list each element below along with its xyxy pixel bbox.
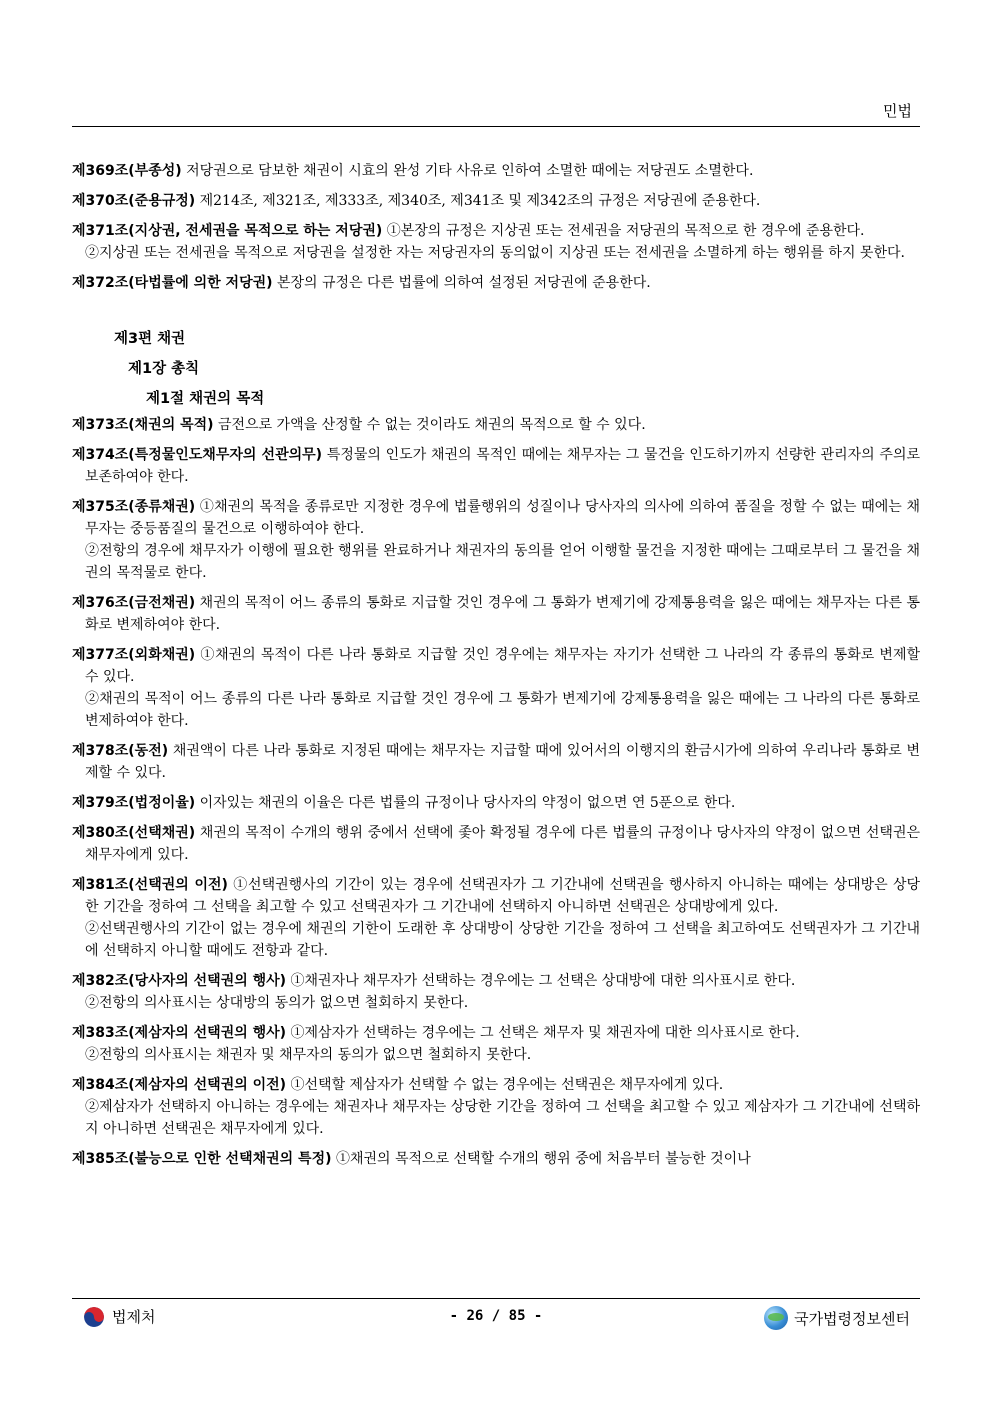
- article-title: 제373조(채권의 목적): [72, 417, 214, 433]
- article-text: ②전항의 경우에 채무자가 이행에 필요한 행위를 완료하거나 채권자의 동의를 얻어 이행할 물건을 지정한 때에는 그때로부터 그 물건을 채권의 목적물로 한다.: [85, 543, 920, 581]
- article-paragraph-first: [72, 592, 920, 636]
- article-paragraph-first: [72, 272, 920, 294]
- article-text: 저당권으로 담보한 채권이 시효의 완성 기타 사유로 인하여 소멸한 때에는 저당권도 소멸한다.: [186, 163, 754, 179]
- article-text: ①채권의 목적이 다른 나라 통화로 지급할 것인 경우에는 채무자는 자기가 선택한 그 나라의 각 종류의 통화로 변제할 수 있다.: [85, 647, 921, 685]
- article-title: 제384조(제삼자의 선택권의 이전): [72, 1077, 287, 1093]
- part-title: 제3편 채권: [114, 331, 186, 347]
- article-text: ①채권의 목적으로 선택할 수개의 행위 중에 처음부터 불능한 것이나: [335, 1151, 751, 1167]
- article-paragraph-first: [72, 190, 920, 212]
- article-title: 제376조(금전채권): [72, 595, 196, 611]
- article: [72, 220, 920, 264]
- article-paragraph-first: [72, 444, 920, 488]
- article-paragraph-first: [72, 970, 920, 992]
- article-text: ②선택권행사의 기간이 없는 경우에 채권의 기한이 도래한 후 상대방이 상당한 기간을 정하여 그 선택을 최고하여도 선택권자가 그 기간내에 선택하지 아니할 때에도 전항과 같다.: [85, 921, 920, 959]
- article-paragraph-first: [72, 1148, 920, 1170]
- article: [72, 792, 920, 814]
- article-paragraph: [72, 1044, 920, 1066]
- article: [72, 1022, 920, 1066]
- header-divider: [72, 126, 920, 127]
- article: [72, 190, 920, 212]
- article-text: 채권의 목적이 어느 종류의 통화로 지급할 것인 경우에 그 통화가 변제기에 강제통용력을 잃은 때에는 채무자는 다른 통화로 변제하여야 한다.: [85, 595, 920, 633]
- article-title: 제374조(특정물인도채무자의 선관의무): [72, 447, 323, 463]
- article-paragraph-first: [72, 644, 920, 688]
- section-title: 제1절 채권의 목적: [146, 391, 265, 407]
- article-title: 제372조(타법률에 의한 저당권): [72, 275, 273, 291]
- article-text: ②지상권 또는 전세권을 목적으로 저당권을 설정한 자는 저당권자의 동의없이 지상권 또는 전세권을 소멸하게 하는 행위를 하지 못한다.: [85, 245, 905, 261]
- article: [72, 970, 920, 1014]
- article-paragraph-first: [72, 1074, 920, 1096]
- footer-divider: [72, 1298, 920, 1299]
- article-paragraph-first: [72, 1022, 920, 1044]
- article-text: ①채권자나 채무자가 선택하는 경우에는 그 선택은 상대방에 대한 의사표시로 한다.: [290, 973, 796, 989]
- page-footer: [72, 1306, 920, 1332]
- article-paragraph-first: [72, 160, 920, 182]
- article-group-mortgage: [72, 160, 920, 294]
- article-text: ①선택권행사의 기간이 있는 경우에 선택권자가 그 기간내에 선택권을 행사하지 아니하는 때에는 상대방은 상당한 기간을 정하여 그 선택을 최고할 수 있고 선택권자가 그 기간내에 선택하지 아니하면 선택권은 상대방에게 있다.: [85, 877, 921, 915]
- article-text: ②채권의 목적이 어느 종류의 다른 나라 통화로 지급할 것인 경우에 그 통화가 변제기에 강제통용력을 잃은 때에는 그 나라의 다른 통화로 변제하여야 한다.: [85, 691, 920, 729]
- article-paragraph-first: [72, 740, 920, 784]
- article-title: 제375조(종류채권): [72, 499, 196, 515]
- article-text: ①선택할 제삼자가 선택할 수 없는 경우에는 선택권은 채무자에게 있다.: [290, 1077, 724, 1093]
- article: [72, 822, 920, 866]
- running-header-title: 민법: [883, 102, 912, 120]
- article-text: ②제삼자가 선택하지 아니하는 경우에는 채권자나 채무자는 상당한 기간을 정하여 그 선택을 최고할 수 있고 제삼자가 그 기간내에 선택하지 아니하면 선택권은 채무자에게 있다.: [85, 1099, 920, 1137]
- article-paragraph-first: [72, 414, 920, 436]
- article-text: 금전으로 가액을 산정할 수 없는 것이라도 채권의 목적으로 할 수 있다.: [218, 417, 646, 433]
- article-text: 채권액이 다른 나라 통화로 지정된 때에는 채무자는 지급할 때에 있어서의 이행지의 환금시가에 의하여 우리나라 통화로 변제할 수 있다.: [85, 743, 920, 781]
- article: [72, 496, 920, 584]
- article-paragraph-first: [72, 792, 920, 814]
- article-paragraph: [72, 242, 920, 264]
- article-text: 이자있는 채권의 이율은 다른 법률의 규정이나 당사자의 약정이 없으면 연 5푼으로 한다.: [199, 795, 736, 811]
- article: [72, 160, 920, 182]
- article: [72, 444, 920, 488]
- article-text: 본장의 규정은 다른 법률에 의하여 설정된 저당권에 준용한다.: [277, 275, 651, 291]
- article: [72, 740, 920, 784]
- footer-center-brand: [764, 1306, 910, 1330]
- article-paragraph: [72, 992, 920, 1014]
- article-paragraph: [72, 1096, 920, 1140]
- article-title: 제371조(지상권, 전세권을 목적으로 하는 저당권): [72, 223, 383, 239]
- article: [72, 644, 920, 732]
- article-title: 제378조(동전): [72, 743, 169, 759]
- article: [72, 1074, 920, 1140]
- article: [72, 1148, 920, 1170]
- article-paragraph-first: [72, 220, 920, 242]
- document-body: [72, 160, 920, 1178]
- article-title: 제385조(불능으로 인한 선택채권의 특정): [72, 1151, 332, 1167]
- article-title: 제383조(제삼자의 선택권의 행사): [72, 1025, 287, 1041]
- article-text: ①본장의 규정은 지상권 또는 전세권을 저당권의 목적으로 한 경우에 준용한다.: [386, 223, 865, 239]
- article-text: 제214조, 제321조, 제333조, 제340조, 제341조 및 제342조의 규정은 저당권에 준용한다.: [199, 193, 761, 209]
- article-text: ①채권의 목적을 종류로만 지정한 경우에 법률행위의 성질이나 당사자의 의사에 의하여 품질을 정할 수 없는 때에는 채무자는 중등품질의 물건으로 이행하여야 한다.: [85, 499, 920, 537]
- article-paragraph-first: [72, 874, 920, 918]
- article: [72, 414, 920, 436]
- footer-center-label: 국가법령정보센터: [794, 1309, 910, 1328]
- article-paragraph: [72, 688, 920, 732]
- article-title: 제370조(준용규정): [72, 193, 196, 209]
- article-paragraph: [72, 540, 920, 584]
- chapter-title: 제1장 총칙: [128, 361, 200, 377]
- article: [72, 592, 920, 636]
- page-number: - 26 / 85 -: [449, 1308, 543, 1324]
- article-group-obligations: [72, 414, 920, 1170]
- article-text: ①제삼자가 선택하는 경우에는 그 선택은 채무자 및 채권자에 대한 의사표시로 한다.: [290, 1025, 800, 1041]
- globe-logo-icon: [764, 1306, 788, 1330]
- article-title: 제379조(법정이율): [72, 795, 196, 811]
- article: [72, 272, 920, 294]
- article-text: 채권의 목적이 수개의 행위 중에서 선택에 좇아 확정될 경우에 다른 법률의 규정이나 당사자의 약정이 없으면 선택권은 채무자에게 있다.: [85, 825, 920, 863]
- article-text: ②전항의 의사표시는 상대방의 동의가 없으면 철회하지 못한다.: [85, 995, 469, 1011]
- article-paragraph-first: [72, 496, 920, 540]
- footer-agency-label: 법제처: [112, 1308, 156, 1326]
- article-text: ②전항의 의사표시는 채권자 및 채무자의 동의가 없으면 철회하지 못한다.: [85, 1047, 532, 1063]
- article-paragraph: [72, 918, 920, 962]
- article-text: 특정물의 인도가 채권의 목적인 때에는 채무자는 그 물건을 인도하기까지 선량한 관리자의 주의로 보존하여야 한다.: [85, 447, 920, 485]
- article-title: 제380조(선택채권): [72, 825, 196, 841]
- article-paragraph-first: [72, 822, 920, 866]
- article: [72, 874, 920, 962]
- article-title: 제377조(외화채권): [72, 647, 196, 663]
- article-title: 제381조(선택권의 이전): [72, 877, 228, 893]
- article-title: 제369조(부종성): [72, 163, 182, 179]
- article-title: 제382조(당사자의 선택권의 행사): [72, 973, 287, 989]
